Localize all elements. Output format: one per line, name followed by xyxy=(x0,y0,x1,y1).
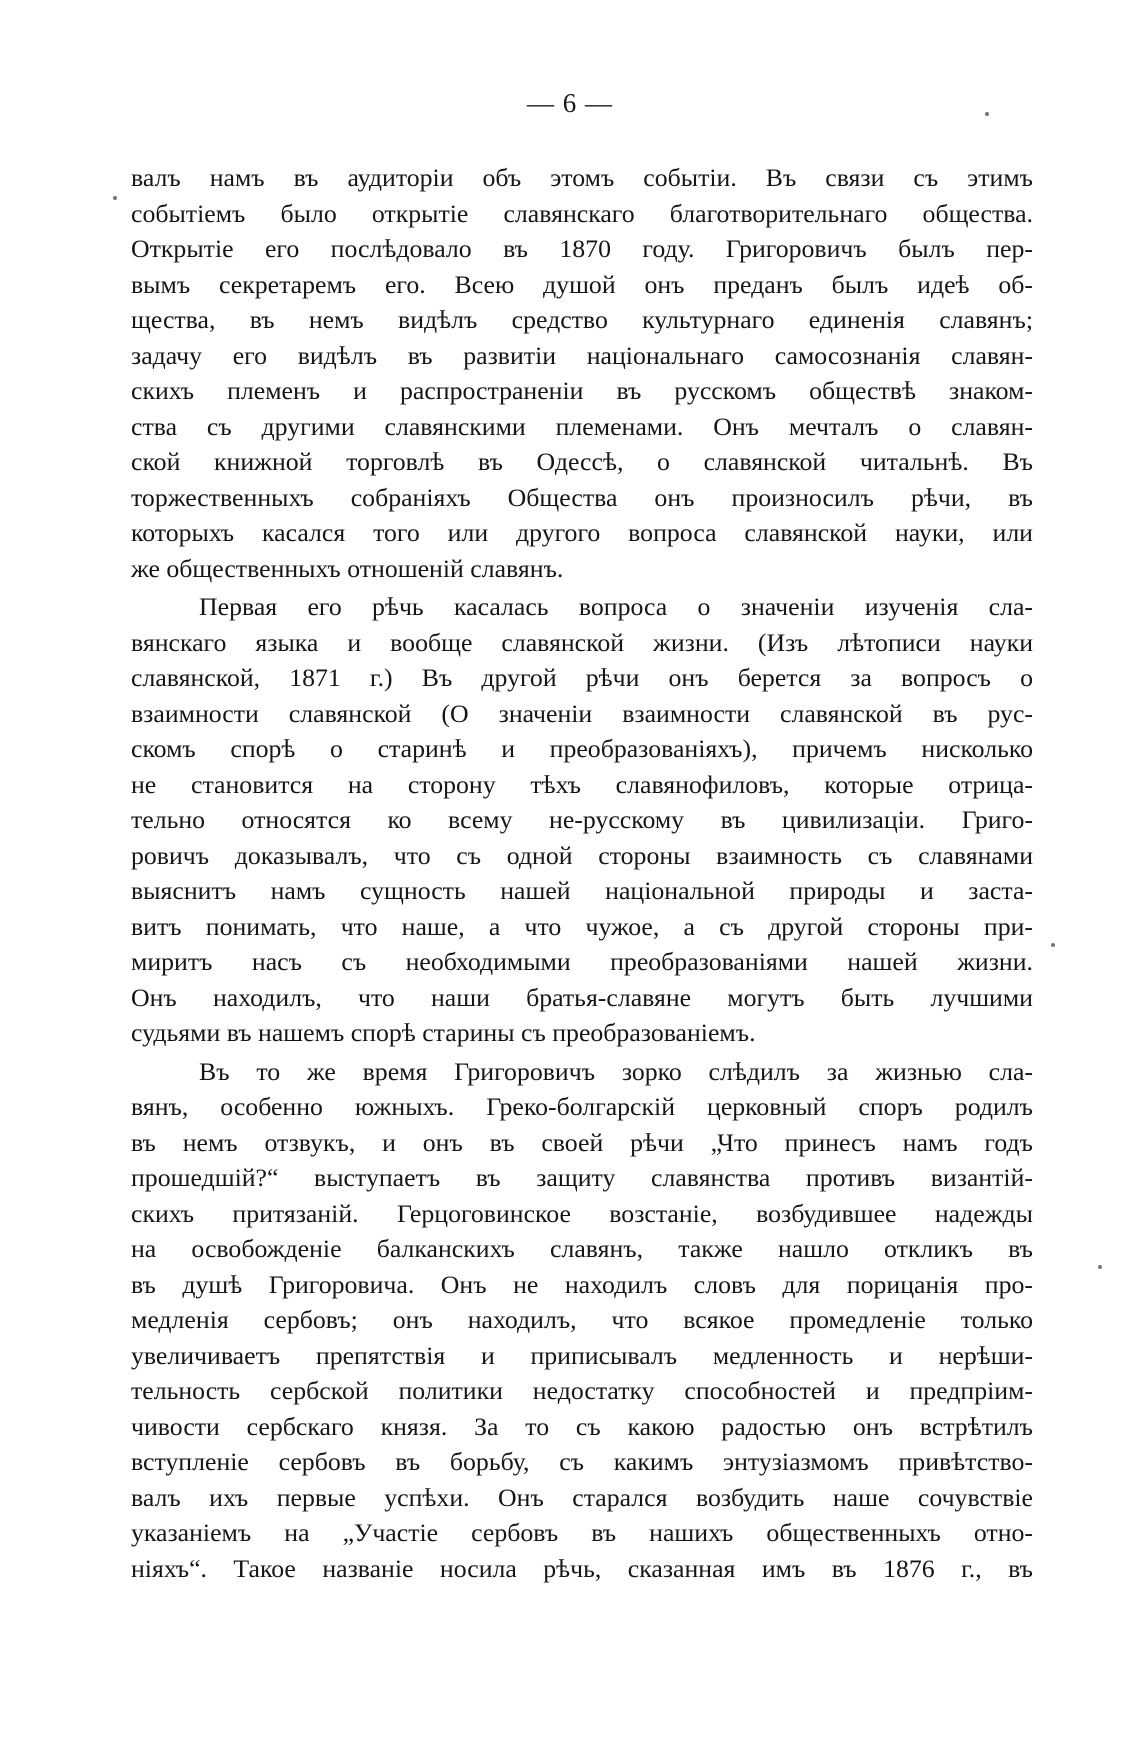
text-line: событіемъ было открытіе славянскаго благотворительнаго общества. xyxy=(131,198,1033,228)
scan-speck xyxy=(1098,1265,1102,1269)
text-line: ровичъ доказывалъ, что съ одной стороны взаимность съ славянами xyxy=(131,840,1033,870)
paragraph-3 xyxy=(131,1054,1033,1587)
text-line: судьями въ нашемъ спорѣ старины съ преобразованіемъ. xyxy=(131,1018,756,1047)
text-line: тельность сербской политики недостатку способностей и предпріим- xyxy=(131,1376,1033,1405)
text-line: торжественныхъ собраніяхъ Общества онъ произносилъ рѣчи, въ xyxy=(131,482,1033,512)
text-line: миритъ насъ съ необходимыми преобразованіями нашей жизни. xyxy=(131,947,1033,976)
text-line: Открытіе его послѣдовало въ 1870 году. Григоровичъ былъ пер- xyxy=(131,234,1033,263)
text-line: славянской, 1871 г.) Въ другой рѣчи онъ берется за вопросъ о xyxy=(131,663,1033,692)
text-line: въ немъ отзвукъ, и онъ въ своей рѣчи „Что принесъ намъ годъ xyxy=(131,1127,1033,1157)
scan-speck xyxy=(985,112,989,116)
text-line: вянъ, особенно южныхъ. Греко-болгарскій церковный споръ родилъ xyxy=(131,1092,1033,1121)
text-line: въ душѣ Григоровича. Онъ не находилъ словъ для порицанія про- xyxy=(131,1269,1033,1299)
text-line: валъ намъ въ аудиторіи объ этомъ событіи. Въ связи съ этимъ xyxy=(131,163,1033,192)
scan-speck xyxy=(113,196,117,200)
paragraph-2 xyxy=(131,589,1033,1051)
body-text xyxy=(131,160,1033,1586)
text-line: щества, въ немъ видѣлъ средство культурнаго единенія славянъ; xyxy=(131,305,1033,334)
scan-speck xyxy=(1051,943,1055,947)
text-line: скомъ спорѣ о старинѣ и преобразованіяхъ), причемъ нисколько xyxy=(131,734,1033,763)
text-line: задачу его видѣлъ въ развитіи національнаго самосознанія славян- xyxy=(131,340,1033,370)
text-line: вянскаго языка и вообще славянской жизни. (Изъ лѣтописи науки xyxy=(131,627,1033,657)
text-line: ніяхъ“. Такое названіе носила рѣчь, сказанная имъ въ 1876 г., въ xyxy=(131,1553,1033,1583)
text-line: медленія сербовъ; онъ находилъ, что всякое промедленіе только xyxy=(131,1305,1033,1334)
text-line: ства съ другими славянскими племенами. Онъ мечталъ о славян- xyxy=(131,411,1033,441)
text-line: прошедшій?“ выступаетъ въ защиту славянства противъ византій- xyxy=(131,1163,1033,1192)
text-line: не становится на сторону тѣхъ славянофиловъ, которые отрица- xyxy=(131,769,1033,799)
text-line: взаимности славянской (О значеніи взаимности славянской въ рус- xyxy=(131,698,1033,728)
text-line: чивости сербскаго князя. За то съ какою радостью онъ встрѣтилъ xyxy=(131,1411,1033,1441)
text-line: тельно относятся ко всему не-русскому въ цивилизаціи. Григо- xyxy=(131,805,1033,834)
text-line: вымъ секретаремъ его. Всею душой онъ преданъ былъ идеѣ об- xyxy=(131,269,1033,299)
text-line: витъ понимать, что наше, а что чужое, а съ другой стороны при- xyxy=(131,911,1033,941)
text-line: ской книжной торговлѣ въ Одессѣ, о славянской читальнѣ. Въ xyxy=(131,447,1033,476)
page-number: — 6 — xyxy=(527,88,613,118)
text-line: валъ ихъ первые успѣхи. Онъ старался возбудить наше сочувствіе xyxy=(131,1482,1033,1512)
text-line: на освобожденіе балканскихъ славянъ, также нашло откликъ въ xyxy=(131,1234,1033,1263)
text-line: Первая его рѣчь касалась вопроса о значеніи изученія сла- xyxy=(199,592,1033,621)
text-line: скихъ племенъ и распространеніи въ русскомъ обществѣ знаком- xyxy=(131,376,1033,405)
text-line: указаніемъ на „Участіе сербовъ въ нашихъ общественныхъ отно- xyxy=(131,1518,1033,1547)
text-line: вступленіе сербовъ въ борьбу, съ какимъ энтузіазмомъ привѣтство- xyxy=(131,1447,1033,1476)
text-line: Онъ находилъ, что наши братья-славяне могутъ быть лучшими xyxy=(131,982,1033,1012)
paragraph-1 xyxy=(131,160,1033,586)
text-line: которыхъ касался того или другого вопроса славянской науки, или xyxy=(131,518,1033,547)
text-line: Въ то же время Григоровичъ зорко слѣдилъ за жизнью сла- xyxy=(199,1056,1033,1086)
text-line: же общественныхъ отношеній славянъ. xyxy=(131,553,564,583)
text-line: увеличиваетъ препятствія и приписывалъ медленность и нерѣши- xyxy=(131,1340,1033,1370)
text-line: скихъ притязаній. Герцоговинское возстаніе, возбудившее надежды xyxy=(131,1198,1033,1228)
text-line: выяснитъ намъ сущность нашей національной природы и заста- xyxy=(131,876,1033,905)
